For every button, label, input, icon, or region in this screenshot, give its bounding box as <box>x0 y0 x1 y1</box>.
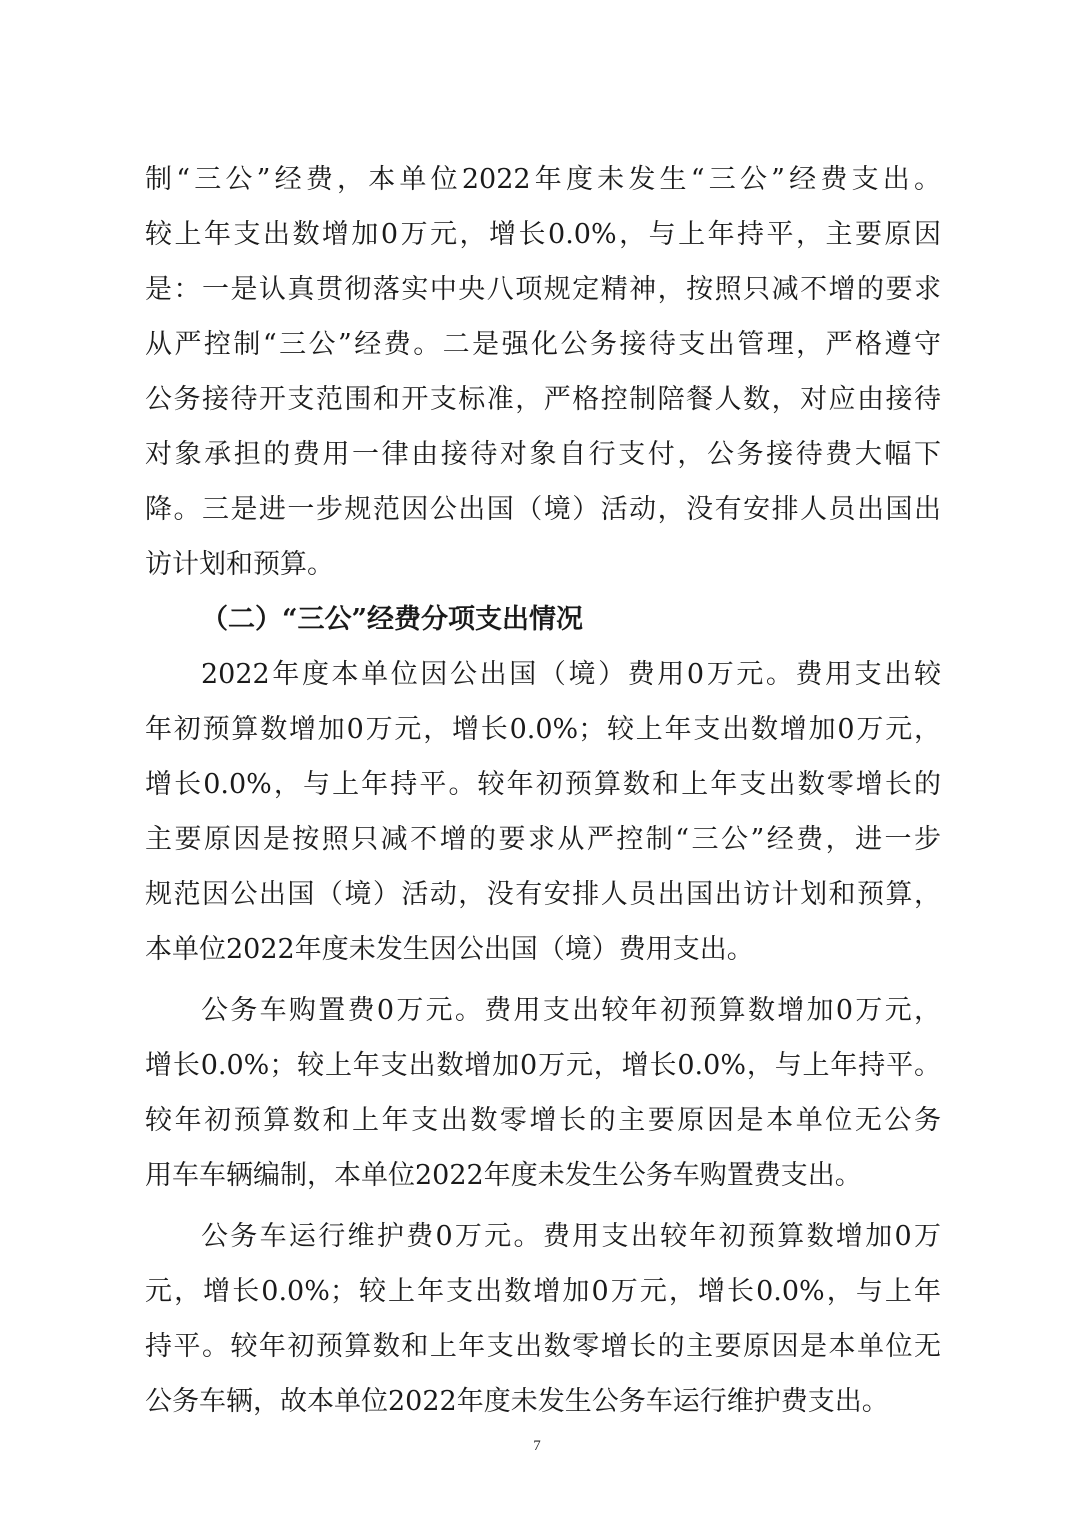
section-heading: （二）“三公”经费分项支出情况 <box>201 604 584 635</box>
text-line: 对象承担的费用一律由接待对象自行支付，公务接待费大幅下 <box>145 439 941 470</box>
text-line: 本单位2022年度未发生因公出国（境）费用支出。 <box>145 934 754 965</box>
text-line: 较年初预算数和上年支出数零增长的主要原因是本单位无公务 <box>145 1105 941 1136</box>
text-line: 用车车辆编制，本单位2022年度未发生公务车购置费支出。 <box>145 1160 862 1191</box>
paragraph-continuation <box>145 152 941 592</box>
page-number: 7 <box>533 1438 541 1454</box>
text-line: 制“三公”经费，本单位2022年度未发生“三公”经费支出。 <box>145 164 941 195</box>
paragraph-vehicle-maintenance <box>145 1209 941 1429</box>
text-line: 公务车购置费0万元。费用支出较年初预算数增加0万元， <box>201 995 941 1026</box>
text-line: 增长0.0%，与上年持平。较年初预算数和上年支出数零增长的 <box>145 769 941 800</box>
text-line: 从严控制“三公”经费。二是强化公务接待支出管理，严格遵守 <box>145 329 941 360</box>
text-line: 较上年支出数增加0万元，增长0.0%，与上年持平，主要原因 <box>145 219 941 250</box>
text-line: 公务车辆，故本单位2022年度未发生公务车运行维护费支出。 <box>145 1386 889 1417</box>
text-line: 访计划和预算。 <box>145 549 334 580</box>
text-line: 主要原因是按照只减不增的要求从严控制“三公”经费，进一步 <box>145 824 941 855</box>
text-line: 是：一是认真贯彻落实中央八项规定精神，按照只减不增的要求 <box>145 274 941 305</box>
text-line: 公务车运行维护费0万元。费用支出较年初预算数增加0万 <box>201 1221 941 1252</box>
document-body <box>145 152 941 1429</box>
text-line: 持平。较年初预算数和上年支出数零增长的主要原因是本单位无 <box>145 1331 941 1362</box>
text-line: 元，增长0.0%；较上年支出数增加0万元，增长0.0%，与上年 <box>145 1276 941 1307</box>
text-line: 增长0.0%；较上年支出数增加0万元，增长0.0%，与上年持平。 <box>145 1050 941 1081</box>
text-line: 2022年度本单位因公出国（境）费用0万元。费用支出较 <box>201 659 941 690</box>
text-line: 降。三是进一步规范因公出国（境）活动，没有安排人员出国出 <box>145 494 941 525</box>
text-line: 规范因公出国（境）活动，没有安排人员出国出访计划和预算， <box>145 879 941 910</box>
text-line: 年初预算数增加0万元，增长0.0%；较上年支出数增加0万元， <box>145 714 941 745</box>
paragraph-overseas-travel <box>145 647 941 977</box>
paragraph-vehicle-purchase <box>145 983 941 1203</box>
text-line: 公务接待开支范围和开支标准，严格控制陪餐人数，对应由接待 <box>145 384 941 415</box>
